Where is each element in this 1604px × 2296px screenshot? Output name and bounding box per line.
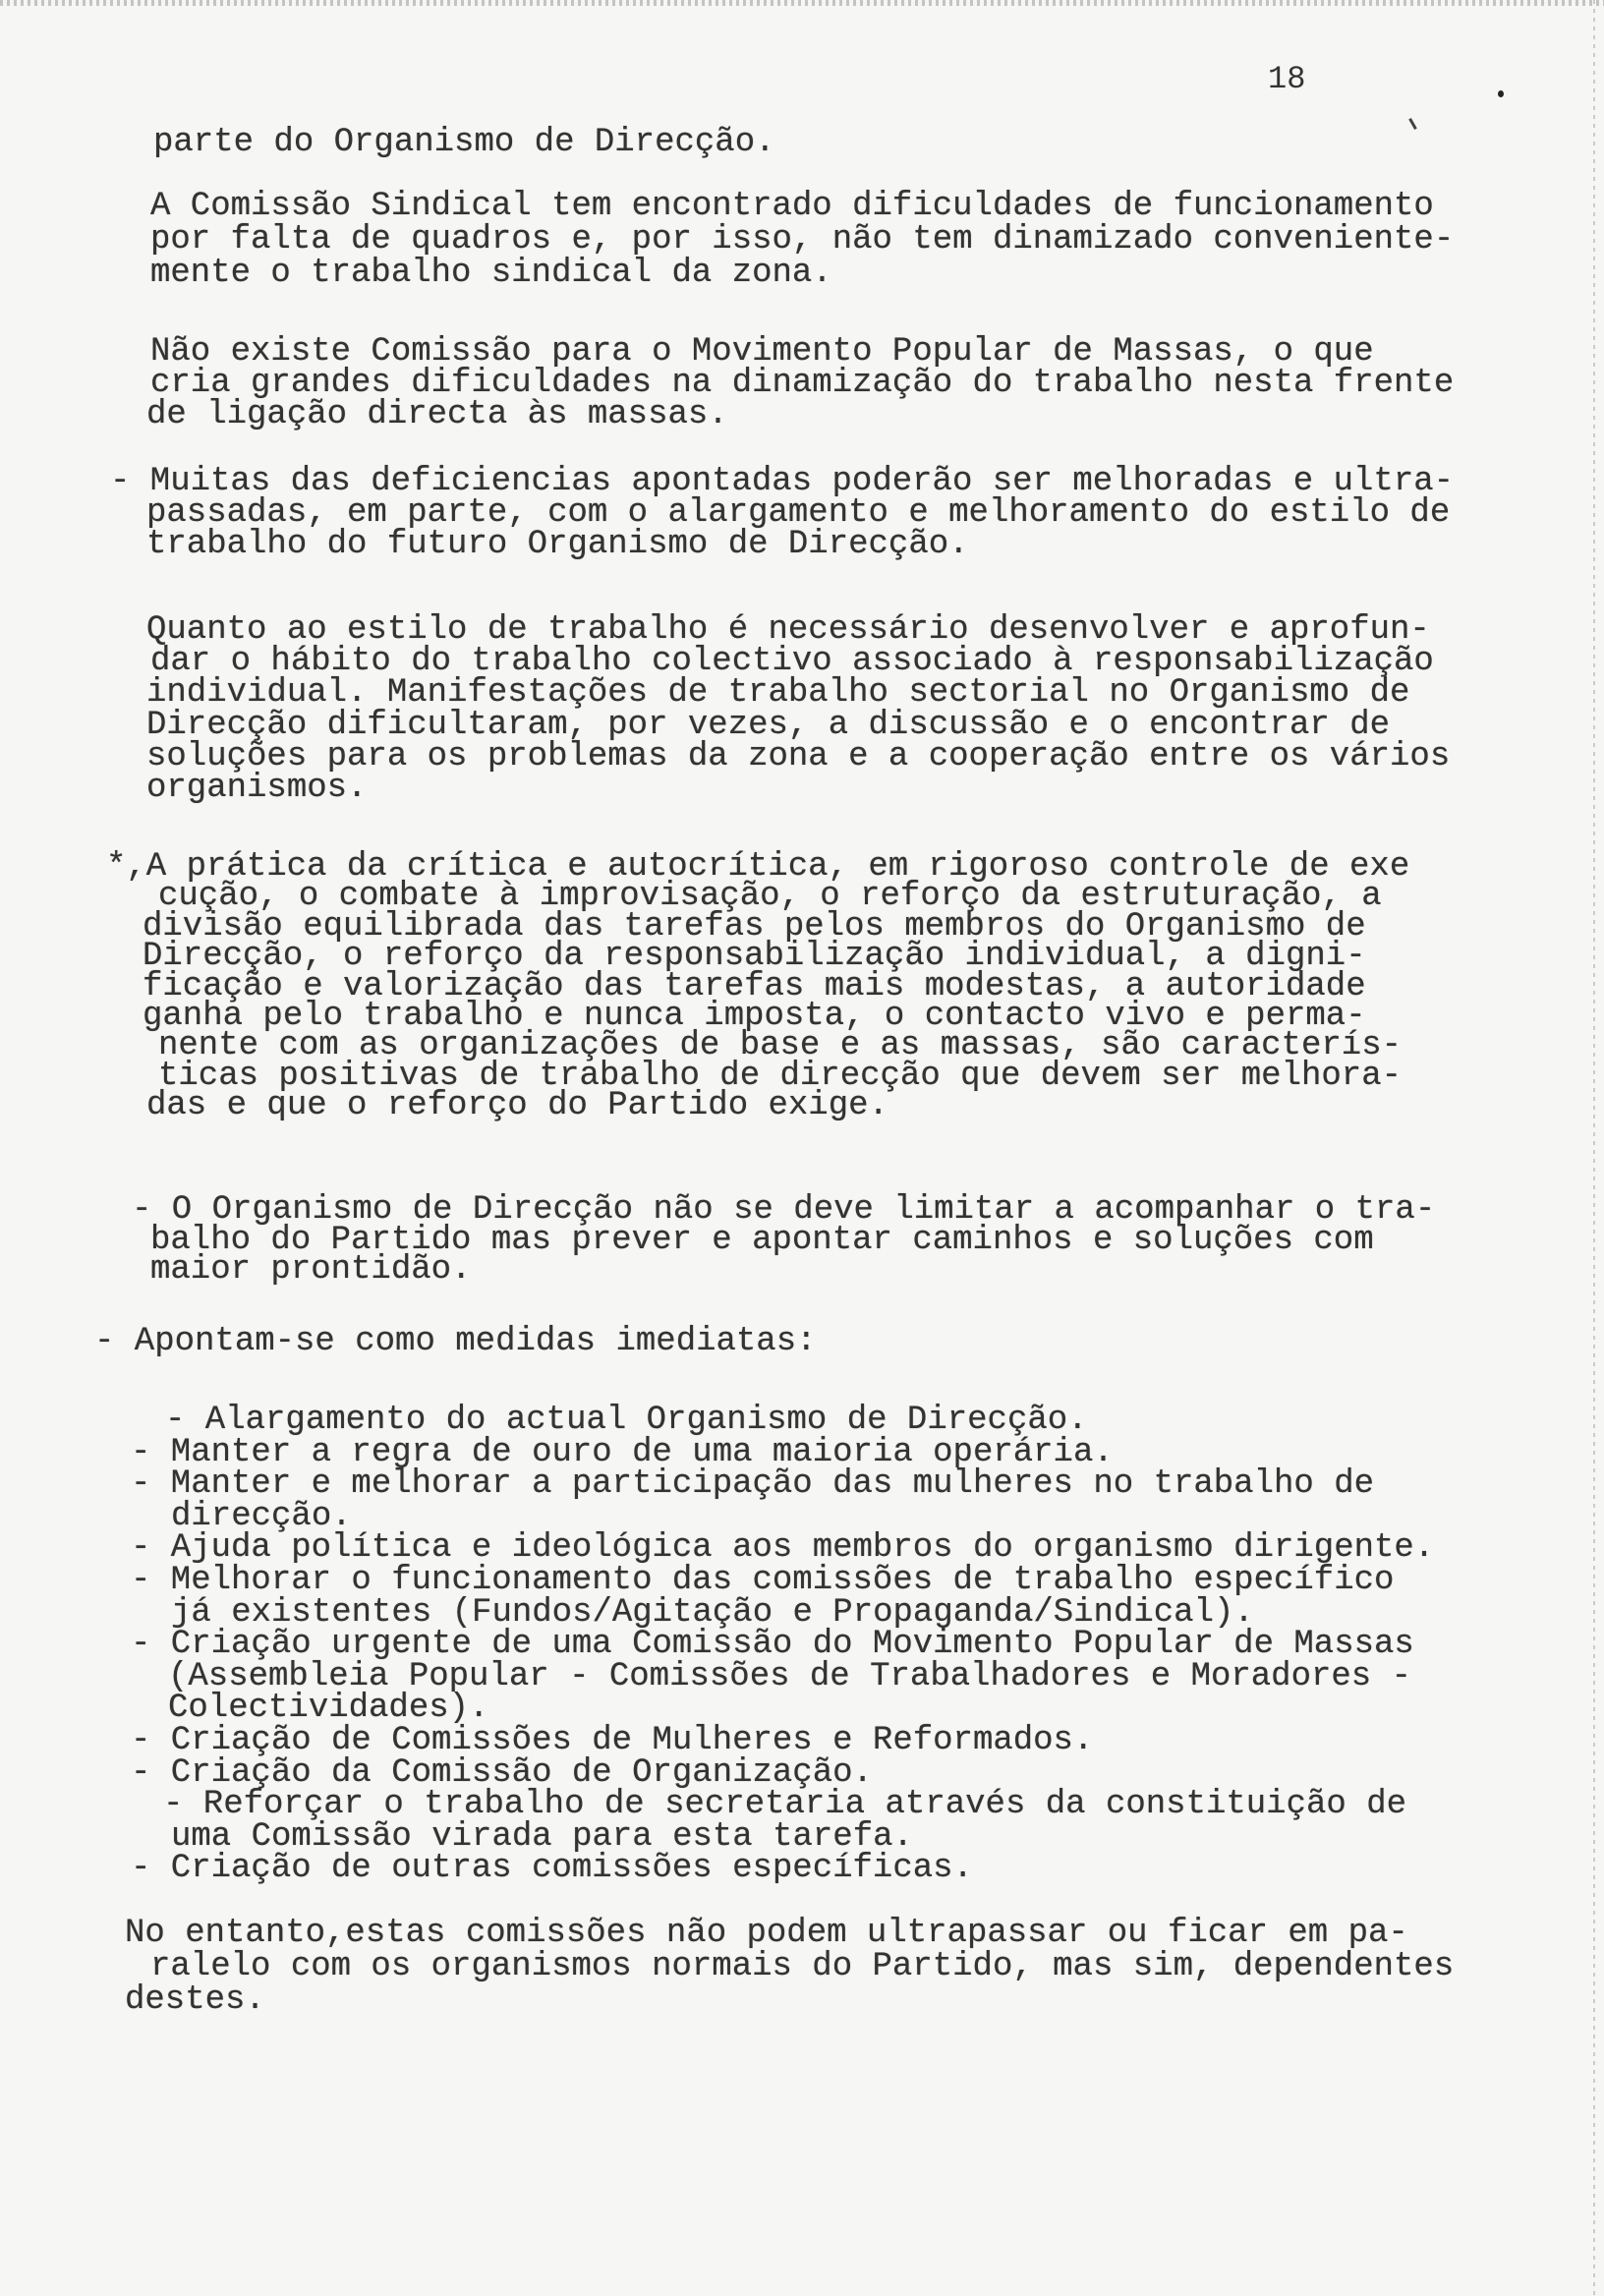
scan-edge-artifact: [0, 0, 1604, 6]
paragraph-estilo-trabalho: [0, 611, 1604, 807]
paragraph-intro: [0, 126, 1604, 159]
text-line: - Apontam-se como medidas imediatas:: [94, 1323, 817, 1360]
paragraph-pratica-critica: [0, 848, 1604, 1125]
text-line: uma Comissão virada para esta tarefa.: [171, 1817, 913, 1856]
text-line: A Comissão Sindical tem encontrado dificuldades de funcionamento: [150, 188, 1434, 225]
list-item: [0, 1465, 1604, 1535]
list-item: [0, 1753, 1604, 1792]
text-line: das e que o reforço do Partido exige.: [146, 1087, 888, 1125]
text-line: - Ajuda política e ideológica aos membros do organismo dirigente.: [131, 1529, 1435, 1568]
text-line: mente o trabalho sindical da zona.: [150, 255, 832, 292]
paragraph-deficiencias: [0, 463, 1604, 563]
text-line: ganha pelo trabalho e nunca imposta, o contacto vivo e perma-: [143, 997, 1366, 1035]
text-line: No entanto,estas comissões não podem ultrapassar ou ficar em pa-: [125, 1915, 1408, 1952]
text-line: - Reforçar o trabalho de secretaria através da constituição de: [163, 1786, 1407, 1824]
text-line: destes.: [125, 1981, 265, 2019]
text-line: - Criação de Comissões de Mulheres e Reformados.: [131, 1721, 1094, 1759]
text-line: trabalho do futuro Organismo de Direcção.: [146, 526, 969, 563]
text-line: Direcção, o reforço da responsabilização individual, a digni-: [143, 938, 1366, 976]
list-item: [0, 1850, 1604, 1888]
text-line: soluções para os problemas da zona e a cooperação entre os vários: [146, 737, 1451, 775]
measures-list: [0, 1402, 1604, 1888]
text-line: Direcção dificultaram, por vezes, a discussão e o encontrar de: [146, 706, 1391, 744]
text-line: parte do Organismo de Direcção.: [153, 124, 775, 161]
text-line: - Melhorar o funcionamento das comissões de trabalho específico: [131, 1561, 1395, 1599]
page-number: 18: [1268, 61, 1306, 97]
paragraph-comissao-sindical: [0, 190, 1604, 290]
text-line: ticas positivas de trabalho de direcção que devem ser melhora-: [158, 1057, 1403, 1095]
text-line: balho do Partido mas prever e apontar caminhos e soluções com: [150, 1221, 1374, 1259]
text-line: Quanto ao estilo de trabalho é necessário desenvolver e aprofun-: [146, 611, 1430, 649]
text-line: de ligação directa às massas.: [146, 396, 728, 433]
text-line: - Manter a regra de ouro de uma maioria operária.: [131, 1433, 1114, 1471]
paragraph-organismo-direccao: [0, 1191, 1604, 1289]
list-item: [0, 1561, 1604, 1632]
text-line: nente com as organizações de base e as massas, são caracterís-: [158, 1027, 1403, 1065]
text-line: (Assembleia Popular - Comissões de Trabalhadores e Moradores -: [168, 1657, 1412, 1695]
list-item: [0, 1402, 1604, 1439]
text-line: cução, o combate à improvisação, o reforço da estruturação, a: [158, 878, 1382, 916]
text-line: cria grandes dificuldades na dinamização do trabalho nesta frente: [150, 365, 1455, 402]
text-line: já existentes (Fundos/Agitação e Propaganda/Sindical).: [171, 1593, 1254, 1632]
text-line: individual. Manifestações de trabalho sectorial no Organismo de: [146, 674, 1410, 713]
text-line: Não existe Comissão para o Movimento Popular de Massas, o que: [150, 333, 1374, 371]
text-line: maior prontidão.: [150, 1251, 472, 1289]
list-item: [0, 1721, 1604, 1759]
paragraph-movimento-popular: [0, 333, 1604, 433]
text-line: - Criação de outras comissões específicas.: [131, 1850, 973, 1888]
text-line: organismos.: [146, 769, 368, 807]
text-line: - Criação da Comissão de Organização.: [131, 1753, 873, 1792]
text-line: - Manter e melhorar a participação das mulheres no trabalho de: [131, 1465, 1375, 1504]
text-line: divisão equilibrada das tarefas pelos membros do Organismo de: [143, 907, 1366, 946]
text-line: - Criação urgente de uma Comissão do Movimento Popular de Massas: [131, 1626, 1414, 1664]
list-item: [0, 1529, 1604, 1568]
text-line: passadas, em parte, com o alargamento e melhoramento do estilo de: [146, 494, 1451, 532]
text-line: - Alargamento do actual Organismo de Direcção.: [165, 1402, 1088, 1439]
list-item: [0, 1433, 1604, 1471]
text-line: por falta de quadros e, por isso, não tem dinamizado conveniente-: [150, 221, 1455, 258]
text-line: dar o hábito do trabalho colectivo associado à responsabilização: [150, 643, 1434, 681]
text-line: ralelo com os organismos normais do Partido, mas sim, dependentes: [150, 1948, 1455, 1985]
list-item: [0, 1786, 1604, 1856]
ink-dot: [1498, 90, 1504, 97]
text-line: - Muitas das deficiencias apontadas poderão ser melhoradas e ultra-: [110, 463, 1455, 500]
text-line: - O Organismo de Direcção não se deve limitar a acompanhar o tra-: [132, 1191, 1436, 1229]
paragraph-conclusao: [0, 1917, 1604, 2017]
text-line: *,A prática da crítica e autocrítica, em rigoroso controle de exe: [106, 848, 1410, 886]
text-line: Colectividades).: [168, 1690, 489, 1728]
text-line: direcção.: [171, 1497, 352, 1535]
text-line: ficação e valorização das tarefas mais modestas, a autoridade: [143, 967, 1366, 1005]
list-item: [0, 1626, 1604, 1728]
paragraph-medidas-intro: [0, 1325, 1604, 1358]
